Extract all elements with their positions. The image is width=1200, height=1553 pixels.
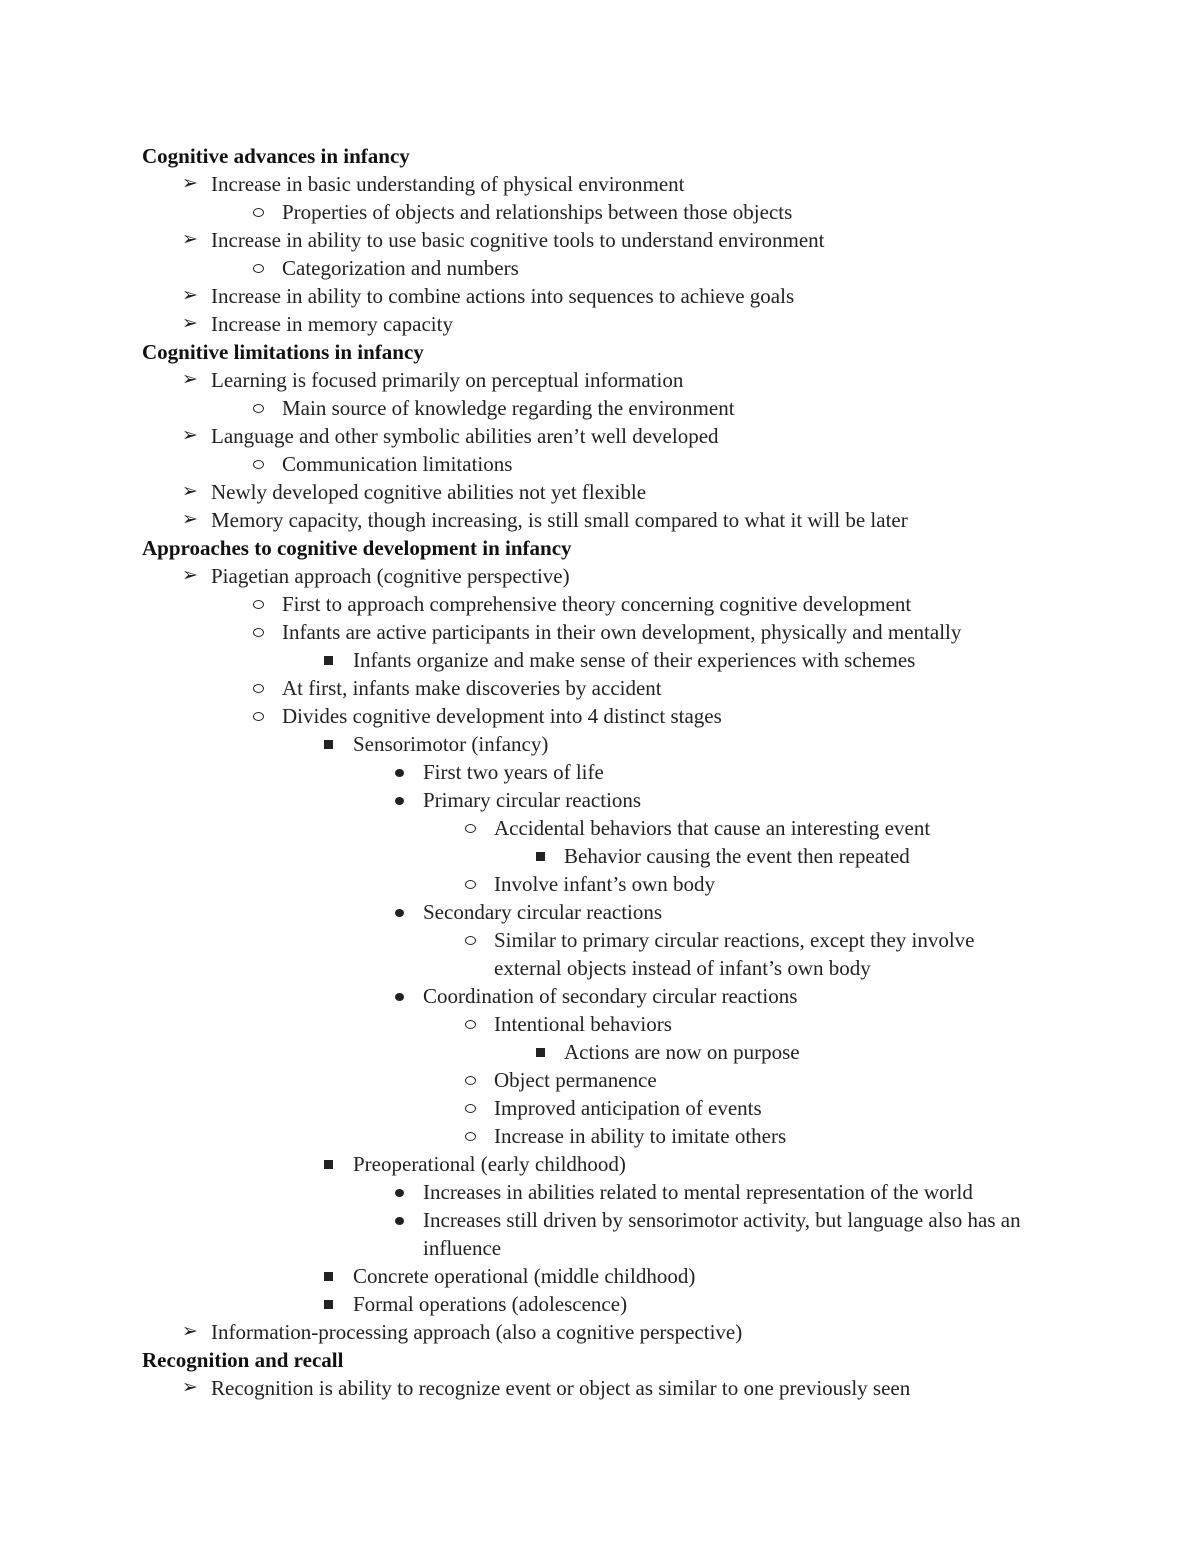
list-item: [142, 366, 1062, 394]
circle-bullet-icon: [458, 870, 482, 898]
list-item: [142, 1066, 1062, 1094]
section-heading-recognition: Recognition and recall: [142, 1348, 344, 1372]
list-item: [142, 1178, 1062, 1206]
square-bullet-icon: [316, 1290, 340, 1318]
list-item-text: Increase in ability to combine actions into sequences to achieve goals: [211, 284, 795, 308]
arrow-bullet-icon: ➢: [182, 173, 198, 194]
list-item: [142, 1094, 1062, 1122]
list-item: [142, 282, 1062, 310]
circle-bullet-icon: [458, 1010, 482, 1038]
list-item-text: Secondary circular reactions: [423, 900, 663, 924]
list-item: [142, 730, 1062, 758]
list-item: [142, 1318, 1062, 1346]
list-item-text: First to approach comprehensive theory concerning cognitive development: [282, 592, 912, 616]
section-heading-approaches: Approaches to cognitive development in infancy: [142, 536, 572, 560]
list-item-text: Formal operations (adolescence): [353, 1292, 628, 1316]
list-item-text: Categorization and numbers: [282, 256, 519, 280]
circle-bullet-icon: [246, 674, 270, 702]
list-item: [142, 618, 1062, 646]
circle-bullet-icon: [458, 1066, 482, 1094]
list-item-text: Infants organize and make sense of their experiences with schemes: [353, 648, 916, 672]
list-item: [142, 1290, 1062, 1318]
list-item-text: Involve infant’s own body: [494, 872, 716, 896]
circle-bullet-icon: [246, 450, 270, 478]
list-item: [142, 562, 1062, 590]
dot-bullet-icon: [387, 982, 411, 1010]
dot-bullet-icon: [387, 1206, 411, 1234]
list-item-text: Memory capacity, though increasing, is still small compared to what it will be later: [211, 508, 908, 532]
circle-bullet-icon: [246, 394, 270, 422]
list-item: [142, 1206, 1043, 1262]
arrow-bullet-icon: ➢: [182, 285, 198, 306]
arrow-bullet-icon: ➢: [182, 1377, 198, 1398]
list-item-text: First two years of life: [423, 760, 604, 784]
list-item: [142, 1010, 1062, 1038]
list-item-text: Increase in ability to use basic cognitive tools to understand environment: [211, 228, 825, 252]
list-item-text: Actions are now on purpose: [564, 1040, 800, 1064]
list-item: [142, 646, 1062, 674]
section-heading-advances: Cognitive advances in infancy: [142, 144, 410, 168]
list-item-text: Information-processing approach (also a cognitive perspective): [211, 1320, 743, 1344]
circle-bullet-icon: [246, 198, 270, 226]
list-item: [142, 478, 1062, 506]
list-item: [142, 1262, 1062, 1290]
list-item-text: Increases still driven by sensorimotor activity, but language also has an influence: [423, 1208, 1021, 1260]
list-item: [142, 394, 1062, 422]
circle-bullet-icon: [246, 590, 270, 618]
list-item-text: Recognition is ability to recognize event or object as similar to one previously seen: [211, 1376, 911, 1400]
arrow-bullet-icon: ➢: [182, 369, 198, 390]
circle-bullet-icon: [246, 254, 270, 282]
arrow-bullet-icon: ➢: [182, 565, 198, 586]
list-item: [142, 254, 1062, 282]
circle-bullet-icon: [458, 814, 482, 842]
list-item-text: Improved anticipation of events: [494, 1096, 762, 1120]
list-item-text: Newly developed cognitive abilities not yet flexible: [211, 480, 647, 504]
list-item: [142, 226, 1062, 254]
square-bullet-icon: [528, 842, 552, 870]
circle-bullet-icon: [246, 702, 270, 730]
list-item: [142, 590, 1062, 618]
list-item-text: Behavior causing the event then repeated: [564, 844, 910, 868]
list-item-text: Increases in abilities related to mental representation of the world: [423, 1180, 973, 1204]
list-item-text: Increase in memory capacity: [211, 312, 453, 336]
list-item: [142, 422, 1062, 450]
list-item-text: Increase in basic understanding of physical environment: [211, 172, 685, 196]
list-item-text: Learning is focused primarily on perceptual information: [211, 368, 684, 392]
square-bullet-icon: [316, 1150, 340, 1178]
notes-body: [142, 142, 1062, 1402]
list-item-text: Primary circular reactions: [423, 788, 642, 812]
list-item: [142, 310, 1062, 338]
square-bullet-icon: [316, 730, 340, 758]
list-item-text: Intentional behaviors: [494, 1012, 672, 1036]
list-item: [142, 982, 1062, 1010]
arrow-bullet-icon: ➢: [182, 481, 198, 502]
list-item-text: Language and other symbolic abilities aren’t well developed: [211, 424, 719, 448]
list-item: [142, 842, 1062, 870]
arrow-bullet-icon: ➢: [182, 313, 198, 334]
list-item: [142, 170, 1062, 198]
list-item: [142, 786, 1062, 814]
circle-bullet-icon: [458, 926, 482, 954]
list-item: [142, 926, 1042, 982]
list-item-text: Main source of knowledge regarding the environment: [282, 396, 735, 420]
square-bullet-icon: [316, 646, 340, 674]
list-item: [142, 1038, 1062, 1066]
square-bullet-icon: [528, 1038, 552, 1066]
list-item-text: Divides cognitive development into 4 distinct stages: [282, 704, 722, 728]
list-item-text: Communication limitations: [282, 452, 513, 476]
list-item-text: Object permanence: [494, 1068, 657, 1092]
list-item: [142, 898, 1062, 926]
list-item: [142, 450, 1062, 478]
list-item: [142, 814, 1062, 842]
arrow-bullet-icon: ➢: [182, 229, 198, 250]
list-item-text: Properties of objects and relationships between those objects: [282, 200, 793, 224]
square-bullet-icon: [316, 1262, 340, 1290]
dot-bullet-icon: [387, 786, 411, 814]
list-item: [142, 1374, 1062, 1402]
list-item-text: Increase in ability to imitate others: [494, 1124, 787, 1148]
arrow-bullet-icon: ➢: [182, 509, 198, 530]
list-item-text: Preoperational (early childhood): [353, 1152, 626, 1176]
list-item: [142, 1122, 1062, 1150]
arrow-bullet-icon: ➢: [182, 425, 198, 446]
dot-bullet-icon: [387, 1178, 411, 1206]
list-item-text: Similar to primary circular reactions, except they involve external objects instead of infant’s own body: [494, 928, 975, 980]
list-item: [142, 870, 1062, 898]
list-item: [142, 198, 1062, 226]
list-item: [142, 702, 1062, 730]
circle-bullet-icon: [458, 1094, 482, 1122]
list-item: [142, 506, 1062, 534]
list-item: [142, 758, 1062, 786]
circle-bullet-icon: [246, 618, 270, 646]
arrow-bullet-icon: ➢: [182, 1321, 198, 1342]
dot-bullet-icon: [387, 898, 411, 926]
circle-bullet-icon: [458, 1122, 482, 1150]
list-item-text: Sensorimotor (infancy): [353, 732, 549, 756]
list-item: [142, 674, 1062, 702]
list-item-text: Infants are active participants in their own development, physically and mentally: [282, 620, 962, 644]
section-heading-limitations: Cognitive limitations in infancy: [142, 340, 424, 364]
list-item-text: Accidental behaviors that cause an interesting event: [494, 816, 931, 840]
list-item-text: Coordination of secondary circular reactions: [423, 984, 798, 1008]
list-item-text: At first, infants make discoveries by accident: [282, 676, 662, 700]
list-item-text: Concrete operational (middle childhood): [353, 1264, 696, 1288]
list-item: [142, 1150, 1062, 1178]
dot-bullet-icon: [387, 758, 411, 786]
list-item-text: Piagetian approach (cognitive perspective): [211, 564, 570, 588]
